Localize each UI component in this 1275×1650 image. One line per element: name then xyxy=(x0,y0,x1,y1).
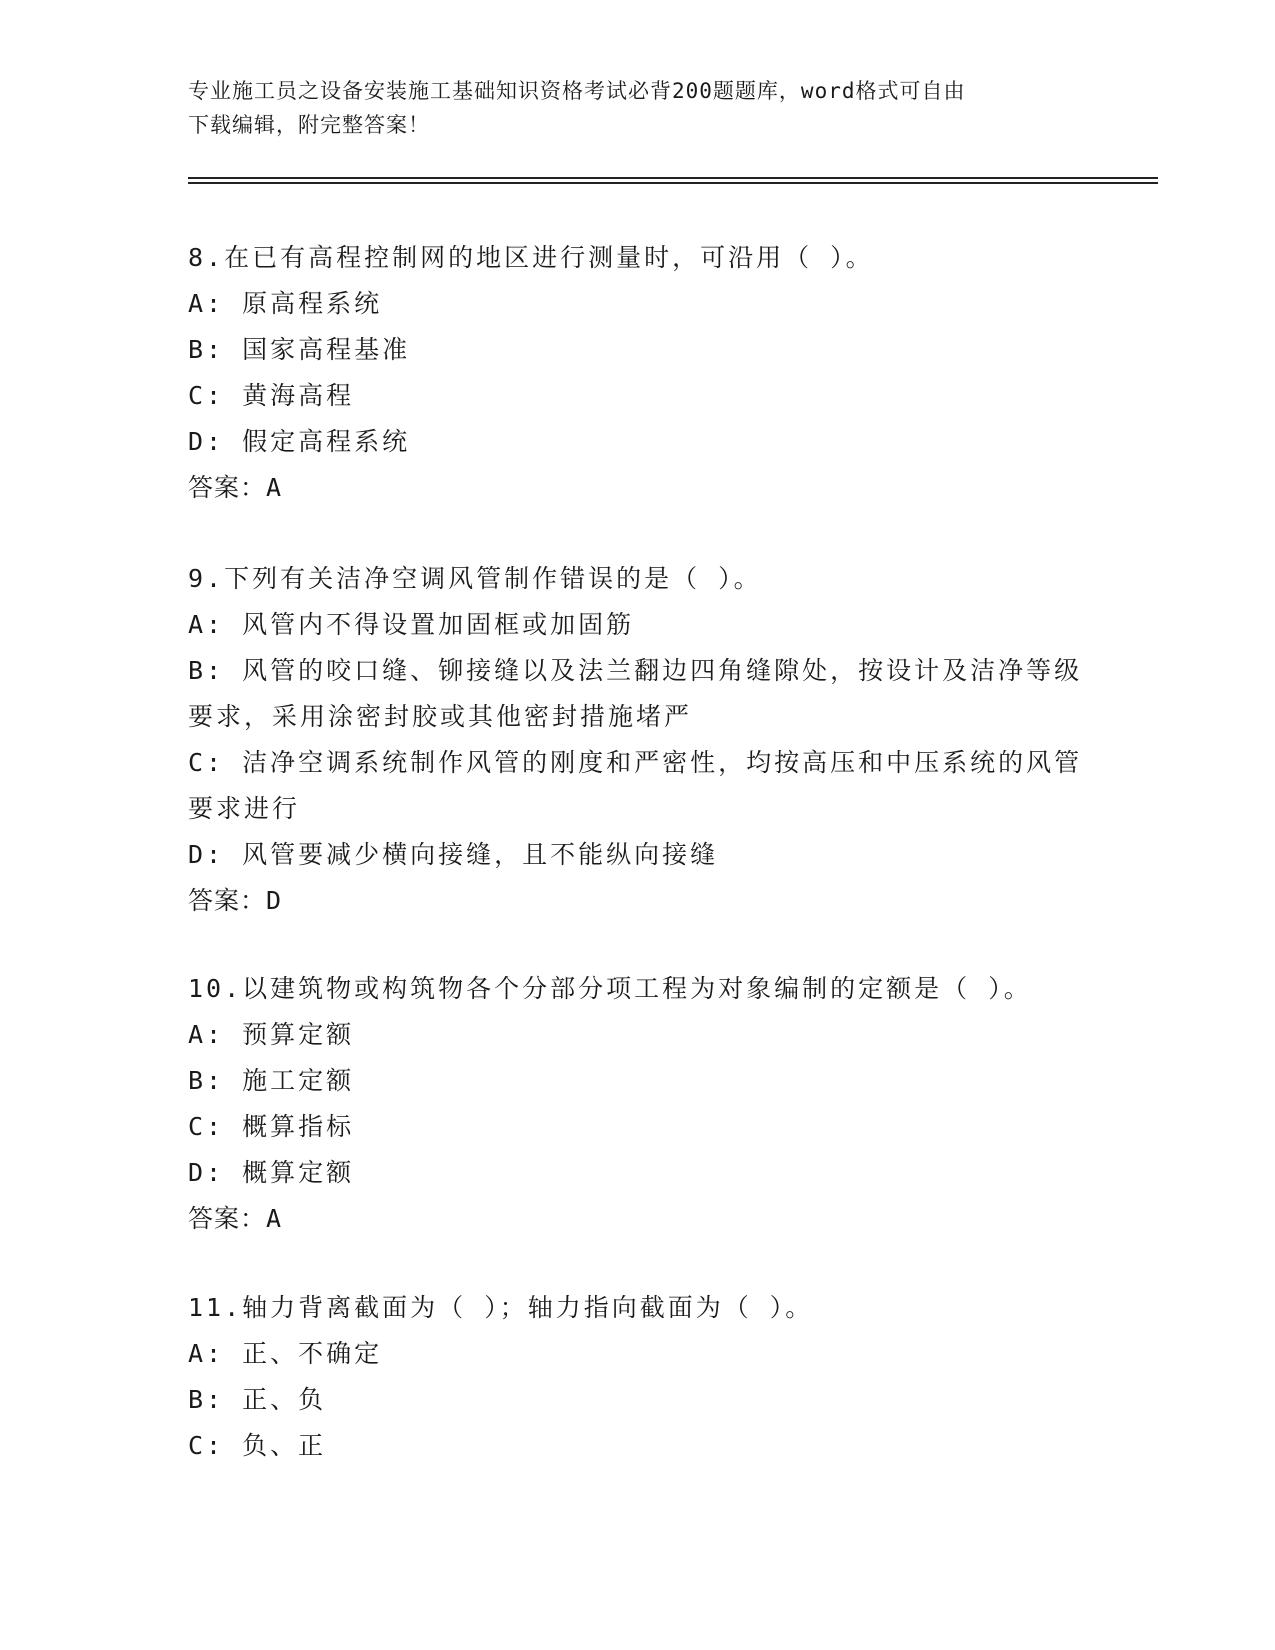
question-stem: 10.以建筑物或构筑物各个分部分项工程为对象编制的定额是（ ）。 xyxy=(188,974,1032,1003)
question-8 xyxy=(188,235,1088,511)
question-9 xyxy=(188,556,1088,924)
option-d: D: 概算定额 xyxy=(188,1158,355,1187)
option-b: B: 国家高程基准 xyxy=(188,335,411,364)
option-d: D: 风管要减少横向接缝，且不能纵向接缝 xyxy=(188,840,719,869)
option-a: A: 原高程系统 xyxy=(188,289,383,318)
option-d: D: 假定高程系统 xyxy=(188,427,411,456)
question-stem: 11.轴力背离截面为（ ）；轴力指向截面为（ ）。 xyxy=(188,1293,814,1322)
question-11 xyxy=(188,1285,1088,1469)
option-b: B: 正、负 xyxy=(188,1385,327,1414)
header-line-1: 专业施工员之设备安装施工基础知识资格考试必背200题题库，word格式可自由 xyxy=(188,79,966,103)
option-b: B: 风管的咬口缝、铆接缝以及法兰翻边四角缝隙处，按设计及洁净等级要求，采用涂密封胶或其他密封措施堵严 xyxy=(188,656,1083,731)
option-c: C: 负、正 xyxy=(188,1431,327,1460)
option-a: A: 正、不确定 xyxy=(188,1339,383,1368)
question-stem: 8.在已有高程控制网的地区进行测量时，可沿用（ ）。 xyxy=(188,243,874,272)
option-b: B: 施工定额 xyxy=(188,1066,355,1095)
header-divider-top xyxy=(188,177,1158,179)
question-stem: 9.下列有关洁净空调风管制作错误的是（ ）。 xyxy=(188,564,762,593)
answer: 答案：A xyxy=(188,473,283,502)
question-10 xyxy=(188,966,1088,1242)
option-c: C: 概算指标 xyxy=(188,1112,355,1141)
answer: 答案：D xyxy=(188,886,283,915)
option-c: C: 洁净空调系统制作风管的刚度和严密性，均按高压和中压系统的风管要求进行 xyxy=(188,748,1083,823)
option-a: A: 预算定额 xyxy=(188,1020,355,1049)
option-c: C: 黄海高程 xyxy=(188,381,355,410)
option-a: A: 风管内不得设置加固框或加固筋 xyxy=(188,610,635,639)
document-header xyxy=(188,74,1088,142)
header-divider-bottom xyxy=(188,182,1158,184)
answer: 答案：A xyxy=(188,1204,283,1233)
header-line-2: 下载编辑，附完整答案！ xyxy=(188,113,430,137)
